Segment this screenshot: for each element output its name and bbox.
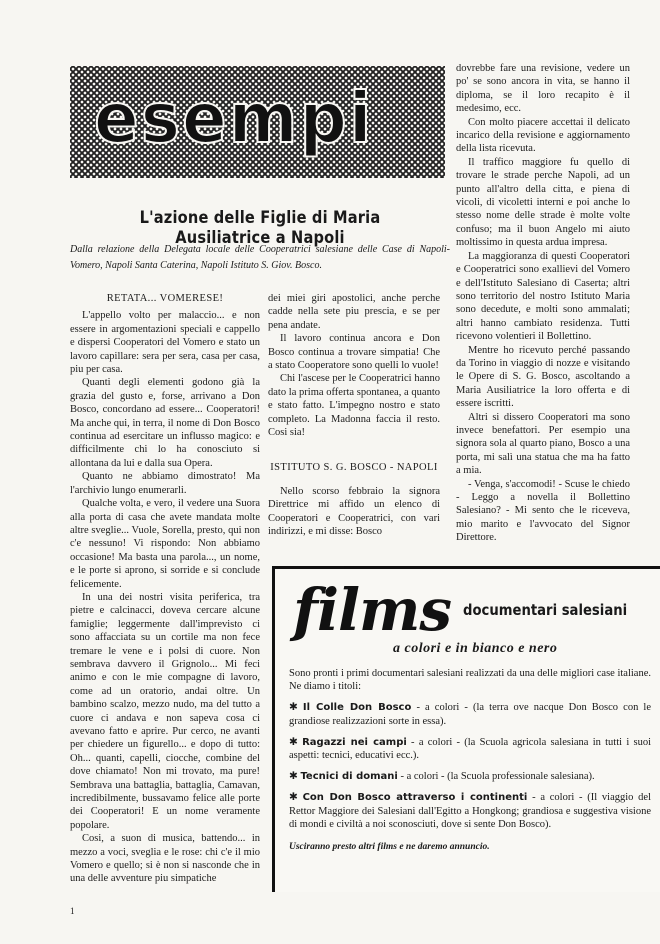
ad-item-desc: - a colori - (Il viaggio del Rettor Maggiore dei Salesiani dall'Egitto a Hongkong; grandiosa e suggestiva visione di mondi e civiltà a noi sconosciuti, dove si sente Don Bosco). [289, 792, 651, 830]
paragraph: La maggioranza di questi Cooperatori e Cooperatrici sono exallievi del Vomero e dell'Istituto Salesiano di Caserta; altri sono territorio del nostro Istituto Maria sono decedute, e molti sono ammalati; altri hanno cambiato residenza. Tutti ricevono volentieri il Bollettino. [456, 250, 630, 343]
star-icon: ✱ [289, 792, 298, 804]
paragraph: L'appello volto per malaccio... e non essere in argomentazioni speciali e cappello e dispersi Cooperatori del Vomero e stato un lavoro capillare: sera per sera, casa per casa, piu per casa. [70, 310, 260, 376]
films-advertisement [272, 566, 660, 892]
ad-item [289, 736, 651, 762]
article-title: L'azione delle Figlie di Maria Ausiliatrice a Napoli [139, 208, 381, 248]
ad-headline: documentari salesiani [463, 601, 628, 619]
section-heading-istituto: ISTITUTO S. G. BOSCO - NAPOLI [270, 462, 438, 474]
ad-item-title: Il Colle Don Bosco [302, 702, 412, 714]
paragraph: Il lavoro continua ancora e Don Bosco continua a trovare simpatia! Che a stato Cooperatore sono quelli lo vuole! [268, 333, 440, 372]
paragraph: - Venga, s'accomodi! - Scuse le chiedo - Leggo a novella il Bollettino Salesiano? - Mi sento che le riceveva, mio marito e l'avvocato del Signor Direttore. [456, 478, 630, 544]
ad-item-title: Tecnici di domani [300, 771, 398, 783]
ad-subheadline: a colori e in bianco e nero [393, 641, 558, 656]
star-icon: ✱ [289, 736, 298, 748]
paragraph: Altri si dissero Cooperatori ma sono invece benefattori. Per esempio una signora sola al quarto piano, Bosco a una porta, mi salì una statua che ma ha fatto a mia. [456, 411, 630, 477]
paragraph: Nello scorso febbraio la signora Direttrice mi affido un elenco di Cooperatori e Cooperatrici, con vari indirizzi, e mi disse: Bosco [268, 485, 440, 538]
ad-item-desc: - a colori - (la Scuola agricola salesiana in tutti i suoi aspetti: tecnici, educativi ecc.). [289, 736, 652, 762]
page-number: 1 [70, 906, 75, 916]
star-icon: ✱ [289, 771, 298, 783]
ad-body [289, 667, 651, 854]
ad-intro: Sono pronti i primi documentari salesiani realizzati da una delle migliori case italiane. Ne diamo i titoli: [289, 668, 651, 693]
paragraph: dei miei giri apostolici, anche perche cadde nella sete piu prescia, e se per pena andate. [268, 293, 440, 331]
ad-item-desc: - a colori - (la Scuola professionale salesiana). [397, 771, 595, 783]
article-column-2 [268, 292, 440, 539]
paragraph: Quanto ne abbiamo dimostrato! Ma l'archivio lungo enumerarli. [70, 471, 260, 496]
ad-item-desc: - a colori - (la terra ove nacque Don Bosco con le grandiose realizzazioni sorte in essa). [289, 702, 651, 727]
ad-item [289, 701, 651, 727]
ad-item-title: Ragazzi nei campi [302, 736, 407, 748]
ad-item [289, 791, 651, 831]
paragraph: Chi l'ascese per le Cooperatrici hanno dato la prima offerta spontanea, a quanto e stato fatto. L'impegno nostro e stato completo. La Madonna faccia il resto. Cosi sia! [268, 373, 440, 439]
paragraph: In una dei nostri visita periferica, tra pietre e calcinacci, doveva cercare alcune famiglie; leggermente dall'imprevisto ci sono affacciata su un cortile ma non fece tremare le vene e i polsi di cuore. Non sembrava davvero il Grignolo... Mi feci animo e con le mie compagne di lavoro, come ad un oratorio, andai oltre. Un bambino scalzo, mezzo nudo, ma del tutto a cuore ci andava e non sapeva cosa ci avevano fatto e aprire. Pur cerco, ne avanti per chiedere un figurello... e dopo di tutto: Oh... quanti, capelli, ciocche, combine del dove chiamato! Non mi trovato, ma pure! Sembrava una battaglia, battaglia, Camavan, incredibilmente, bussavamo felice alle porte dei Cooperatori! E un nome veramente popolare. [70, 591, 260, 831]
star-icon: ✱ [289, 702, 298, 714]
article-column-1 [70, 292, 260, 886]
article-subtitle: Dalla relazione della Delegata locale delle Cooperatrici salesiane delle Case di Napoli-Vomero, Napoli Santa Caterina, Napoli Istituto S. Giov. Bosco. [70, 244, 450, 271]
paragraph: Il traffico maggiore fu quello di trovare le strade perche Napoli, ad un punto all'altro della citta, e piena di vicoli, di vicoletti interni e poi anche lo stesso nome delle strade è molte volte confuso; ma il buon Angelo mi aiuto moltissimo in questa ardua impresa. [456, 156, 630, 249]
header-banner [70, 66, 445, 178]
ad-footer: Usciranno presto altri films e ne daremo annuncio. [289, 842, 490, 853]
paragraph: Mentre ho ricevuto perché passando da Torino in viaggio di nozze e visitando le Opere di S. G. Bosco, ascoltando a Maria Ausiliatrice la loro offerta e di essere iscritti. [456, 344, 630, 410]
paragraph: Quanti degli elementi godono già la grazia del gusto e, forse, arrivano a Don Bosco, concordano ad essere... Cooperatori! Ma anche qui, in terra, il nome di Don Bosco continua ad esercitare un influsso magico: e difficilmente chi lo ha conosciuto si allontana da lui e dalla sua Opera. [70, 377, 260, 469]
ad-item-title: Con Don Bosco attraverso i continenti [302, 792, 528, 804]
paragraph: Qualche volta, e vero, il vedere una Suora alla porta di casa che avete mandata molte altre sveglie... Vuole, Sorella, presto, qui non c'e nessuno! Vi rispondo: Non abbiamo occasione! Ma basta una parola..., un nome, e le porte si aprono, si sorride e si conclude felicemente. [70, 498, 260, 590]
article-column-3 [456, 62, 630, 545]
ad-item [289, 770, 651, 783]
section-heading-retata: RETATA... VOMERESE! [106, 293, 224, 304]
paragraph: Con molto piacere accettai il delicato incarico della revisione e aggiornamento della lista ricevuta. [456, 116, 630, 155]
paragraph: Cosi, a suon di musica, battendo... in mezzo a voci, sveglia e le rose: chi c'e il mio Vomero e quello; si è non si nasconde che in una delle avventure piu simpatiche [70, 833, 260, 885]
ad-films-word: films [293, 576, 452, 644]
banner-title: esempi [94, 78, 374, 159]
paragraph: dovrebbe fare una revisione, vedere un po' se sono ancora in vita, se hanno il diploma, se il loro recapito è il medesimo, ecc. [456, 63, 630, 115]
